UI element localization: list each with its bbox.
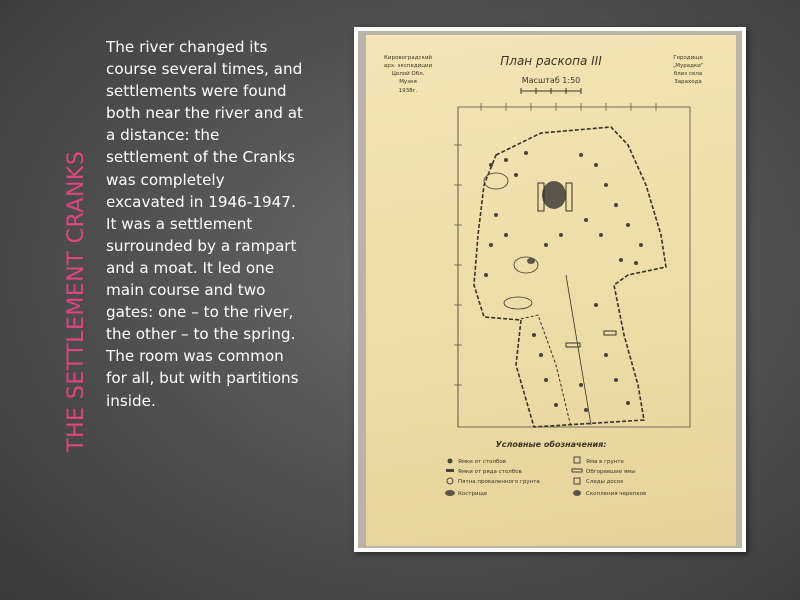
plan-scale-bar bbox=[521, 88, 581, 94]
svg-text:Обгоревшие ямы: Обгоревшие ямы bbox=[586, 469, 636, 475]
svg-text:Целой Обл.: Целой Обл. bbox=[391, 71, 425, 77]
plan-features bbox=[484, 173, 616, 347]
plan-corner-right bbox=[672, 55, 703, 85]
plan-grid-ticks bbox=[454, 103, 656, 385]
plan-corner-left bbox=[384, 54, 433, 94]
svg-text:Ямки от ряда столбов: Ямки от ряда столбов bbox=[458, 469, 522, 475]
svg-text:Кировоградский: Кировоградский bbox=[384, 55, 432, 61]
plan-paper bbox=[366, 35, 736, 546]
svg-text:Яма в грунте: Яма в грунте bbox=[586, 459, 624, 465]
slide-body-text: The river changed its course several times, and settlements were found both near the river and at a distance: the settlement of the Cranks was completely excavated in 1946-1947. It was a settlement surrounded by a rampart and a moat. It led one main course and two gates: one – to the river, the other – to the spring. The room was common for all, but with partitions inside. bbox=[106, 38, 303, 410]
svg-text:арх. экспедиции: арх. экспедиции bbox=[383, 63, 433, 69]
svg-text:Скопления черепков: Скопления черепков bbox=[586, 491, 647, 497]
legend-title: Условные обозначения: bbox=[495, 440, 607, 449]
excavation-outline bbox=[474, 127, 666, 427]
svg-text:Кострище: Кострище bbox=[458, 491, 488, 497]
svg-text:Музея: Музея bbox=[399, 79, 417, 85]
svg-text:„Мурадки“: „Мурадки“ bbox=[672, 63, 704, 69]
svg-text:Ямки от столбов: Ямки от столбов bbox=[458, 459, 507, 465]
plan-heading: План раскопа III bbox=[500, 54, 602, 68]
plan-legend bbox=[445, 457, 646, 497]
svg-text:Городище: Городище bbox=[673, 55, 703, 61]
svg-text:Зарахода: Зарахода bbox=[674, 79, 702, 85]
trench-line bbox=[566, 275, 591, 425]
plan-photo-frame bbox=[354, 27, 746, 552]
excavation-plan-drawing bbox=[366, 35, 736, 546]
svg-text:Пятна прокаленного грунта: Пятна прокаленного грунта bbox=[458, 479, 540, 485]
plan-grid-frame bbox=[458, 107, 690, 427]
plan-scale: Масштаб 1:50 bbox=[521, 76, 581, 85]
svg-text:Следы досок: Следы досок bbox=[586, 479, 624, 485]
slide-title: THE SETTLEMENT CRANKS bbox=[64, 150, 89, 452]
plan-photo bbox=[358, 31, 742, 548]
inner-wall bbox=[516, 315, 571, 427]
svg-text:близ села: близ села bbox=[673, 71, 703, 77]
svg-text:1938г.: 1938г. bbox=[398, 88, 418, 94]
